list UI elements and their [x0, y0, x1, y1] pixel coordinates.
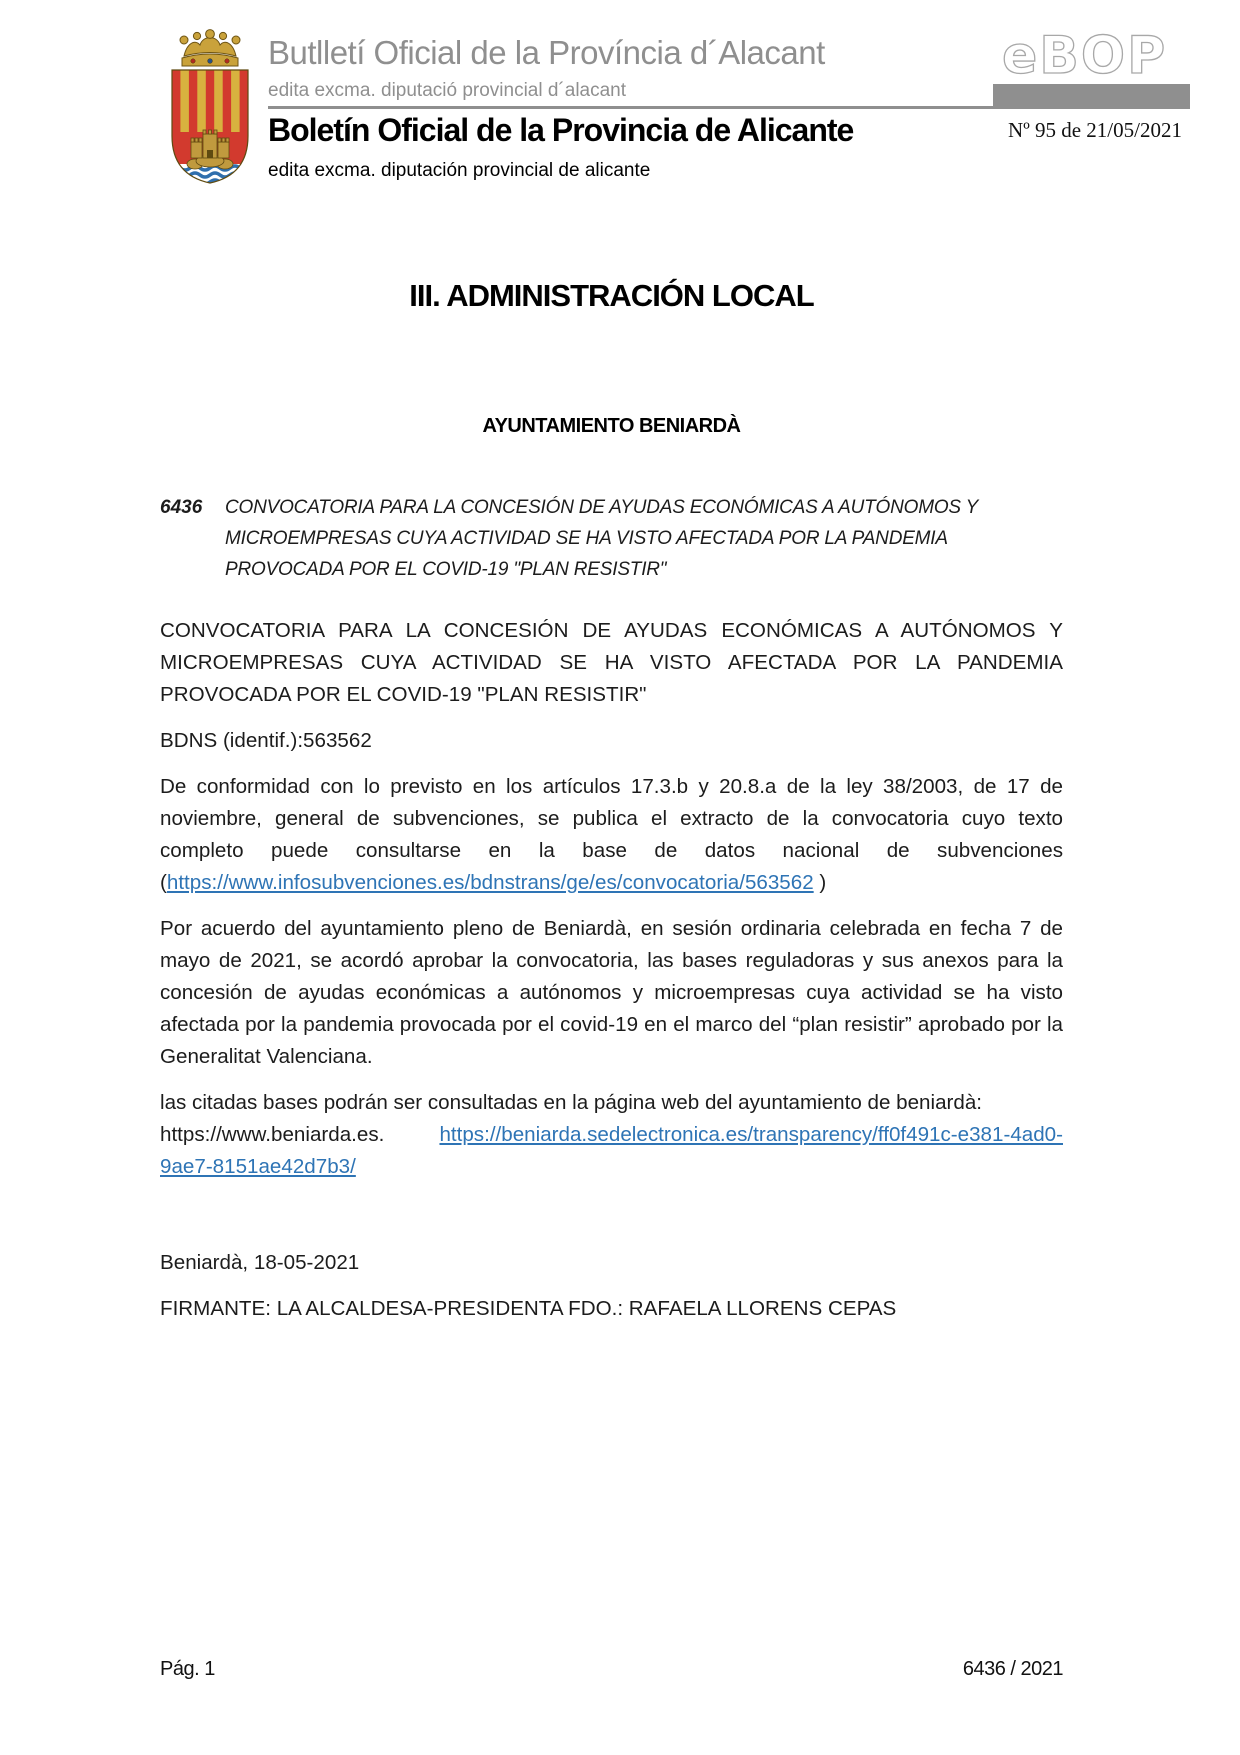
beniarda-plain-url: https://www.beniarda.es.: [160, 1123, 440, 1146]
transparency-link[interactable]: https://beniarda.sedelectronica.es/transparency/ff0f491c-e381-4ad0-9ae7-8151ae42d7b3/: [160, 1123, 1063, 1178]
signer-line: FIRMANTE: LA ALCALDESA-PRESIDENTA FDO.: RAFAELA LLORENS CEPAS: [160, 1297, 897, 1320]
ebop-logo-icon: [1000, 26, 1180, 89]
ebop-logo-text: eBOP: [1002, 26, 1168, 84]
entity-title: AYUNTAMIENTO BENIARDÀ: [482, 415, 741, 437]
bdns-line: BDNS (identif.):563562: [160, 729, 372, 752]
paragraph-legal: [160, 771, 1063, 899]
date-line: Beniardà, 18-05-2021: [160, 1251, 360, 1274]
announcement-number: 6436: [160, 497, 203, 518]
paragraph-bases-text: las citadas bases podrán ser consultadas en la página web del ayuntamiento de beniardà:: [160, 1091, 983, 1114]
announcement-summary: CONVOCATORIA PARA LA CONCESIÓN DE AYUDAS ECONÓMICAS A AUTÓNOMOS Y MICROEMPRESAS CUYA ACTIVIDAD SE HA VISTO AFECTADA POR LA PANDEMIA PROVOCADA POR EL COVID-19 "PLAN RESISTIR": [225, 497, 978, 580]
bdns-convocatoria-link[interactable]: https://www.infosubvenciones.es/bdnstrans/ge/es/convocatoria/563562: [166, 871, 814, 894]
masthead-title-valencian: Butlletí Oficial de la Província d´Alacant: [268, 34, 825, 71]
masthead-subtitle-spanish: edita excma. diputación provincial de alicante: [268, 160, 651, 181]
footer-page-number: Pág. 1: [160, 1658, 215, 1680]
paragraph-bases: [160, 1087, 1063, 1183]
footer-doc-reference: 6436 / 2021: [962, 1658, 1063, 1680]
announcement-item: [160, 492, 1063, 585]
document-body: [160, 278, 1063, 1325]
paragraph-legal-closing: ): [813, 871, 827, 894]
page-footer: [160, 1658, 1063, 1681]
paragraph-agreement: Por acuerdo del ayuntamiento pleno de Beniardà, en sesión ordinaria celebrada en fecha 7 de mayo de 2021, se acordó aprobar la convocatoria, las bases reguladoras y sus anexos para la concesión de ayudas económicas a autónomos y microempresas cuya actividad se ha visto afectada por la pandemia provocada por el covid-19 en el marco del “plan resistir” aprobado por la Generalitat Valenciana.: [160, 917, 1063, 1068]
issue-number: Nº 95 de 21/05/2021: [1008, 118, 1182, 142]
masthead-title-spanish: Boletín Oficial de la Provincia de Alicante: [268, 112, 854, 148]
masthead-subtitle-valencian: edita excma. diputació provincial d´alacant: [268, 80, 627, 101]
paragraph-title: CONVOCATORIA PARA LA CONCESIÓN DE AYUDAS ECONÓMICAS A AUTÓNOMOS Y MICROEMPRESAS CUYA ACTIVIDAD SE HA VISTO AFECTADA POR LA PANDEMIA PROVOCADA POR EL COVID-19 "PLAN RESISTIR": [160, 619, 1063, 706]
section-title: III. ADMINISTRACIÓN LOCAL: [409, 278, 814, 313]
coat-of-arms-icon: [168, 28, 252, 190]
paragraph-legal-text: De conformidad con lo previsto en los artículos 17.3.b y 20.8.a de la ley 38/2003, de 17 de noviembre, general de subvenciones, se publica el extracto de la convocatoria cuyo texto completo puede consultarse en la base de datos nacional de subvenciones (: [160, 775, 1063, 894]
